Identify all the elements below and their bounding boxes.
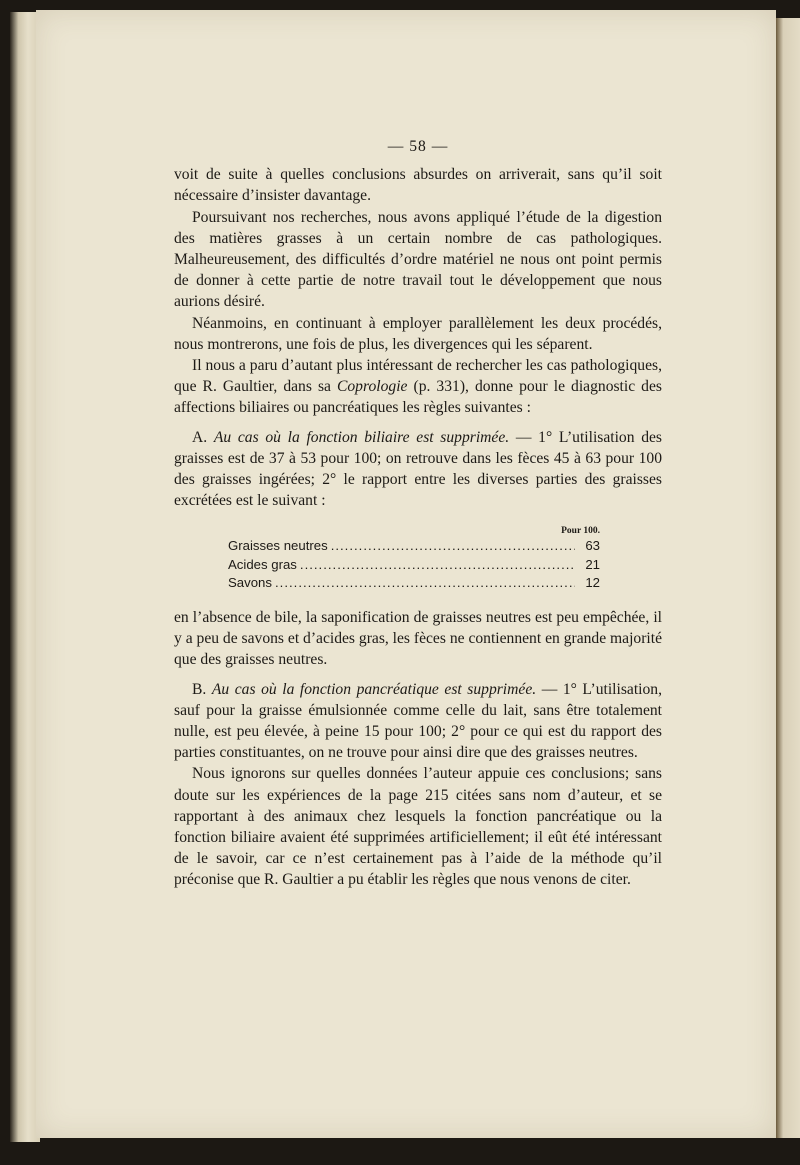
section-b-title: Au cas où la fonction pancréatique est supprimée. xyxy=(211,680,537,698)
section-b-label: B. xyxy=(192,680,207,698)
table-row-value: 21 xyxy=(585,556,600,572)
table-row-value: 12 xyxy=(585,575,600,591)
table-row-label: Graisses neutres xyxy=(228,538,328,554)
section-a-label: A. xyxy=(192,428,208,446)
paragraph-continuation: voit de suite à quelles conclusions absurdes on arriverait, sans qu’il soit nécessaire d’insister davantage. xyxy=(174,166,662,205)
table-row xyxy=(228,574,600,593)
fat-ratio-table xyxy=(228,525,600,593)
page-number: — 58 — xyxy=(387,138,449,155)
paragraph-methods: Néanmoins, en continuant à employer parallèlement les deux procédés, nous montrerons, une fois de plus, les divergences qui les séparent. xyxy=(174,314,662,353)
table-row-value: 63 xyxy=(585,538,600,554)
page-content xyxy=(174,136,662,891)
section-b-text: — 1° L’utilisation, sauf pour la graisse émulsionnée comme celle du lait, sans être totalement nulle, est peu élevée, à peine 15 pour 100; 2° pour ce qui est du rapport des parties constituantes, on ne trouve pour ainsi dire que des graisses neutres. xyxy=(174,680,662,762)
table-row-label: Acides gras xyxy=(228,556,297,572)
table-header: Pour 100. xyxy=(561,526,600,537)
paragraph-gaultier-end: (p. 331), donne pour le diagnostic des affections biliaires ou pancréatiques les règles suivantes : xyxy=(174,378,662,417)
next-page-edge xyxy=(776,18,800,1138)
paragraph-research: Poursuivant nos recherches, nous avons appliqué l’étude de la digestion des matières grasses à un certain nombre de cas pathologiques. Malheureusement, des difficultés d’ordre matériel ne nous ont point permis de donner à cette partie de notre travail tout le développement que nous aurions désiré. xyxy=(174,208,662,311)
leader-dots xyxy=(300,556,575,575)
leader-dots xyxy=(331,537,575,556)
section-a-text: — 1° L’utilisation des graisses est de 37 à 53 pour 100; on retrouve dans les fèces 45 à 63 pour 100 des graisses ingérées; 2° le rapport entre les diverses parties des graisses excrétées est le suivant : xyxy=(174,428,663,510)
table-row xyxy=(228,537,600,556)
book-title-coprologie: Coprologie xyxy=(336,378,408,396)
paragraph-gaultier xyxy=(174,355,662,419)
paragraph-after-table: en l’absence de bile, la saponification de graisses neutres est peu empêchée, il y a peu de savons et d’acides gras, les fèces ne contiennent en grande majorité que des graisses neutres. xyxy=(174,608,662,669)
section-b xyxy=(174,679,662,764)
table-row xyxy=(228,556,600,575)
paragraph-final: Nous ignorons sur quelles données l’auteur appuie ces conclusions; sans doute sur les expériences de la page 215 citées sans nom d’auteur, et se rapportant à des animaux chez lesquels la fonction pancréatique ou la fonction biliaire avaient été supprimées artificiellement; il eût été intéressant de le savoir, car ce n’est certainement pas à l’aide de la méthode qu’il préconise que R. Gaultier a pu établir les règles que nous venons de citer. xyxy=(174,765,662,889)
paragraph-gaultier-start: Il nous a paru d’autant plus intéressant de rechercher les cas pathologiques, que R. Gaultier, dans sa xyxy=(174,357,662,396)
section-a xyxy=(174,427,662,512)
section-a-title: Au cas où la fonction biliaire est supprimée. xyxy=(213,428,510,446)
table-row-label: Savons xyxy=(228,575,272,591)
leader-dots xyxy=(275,574,575,593)
